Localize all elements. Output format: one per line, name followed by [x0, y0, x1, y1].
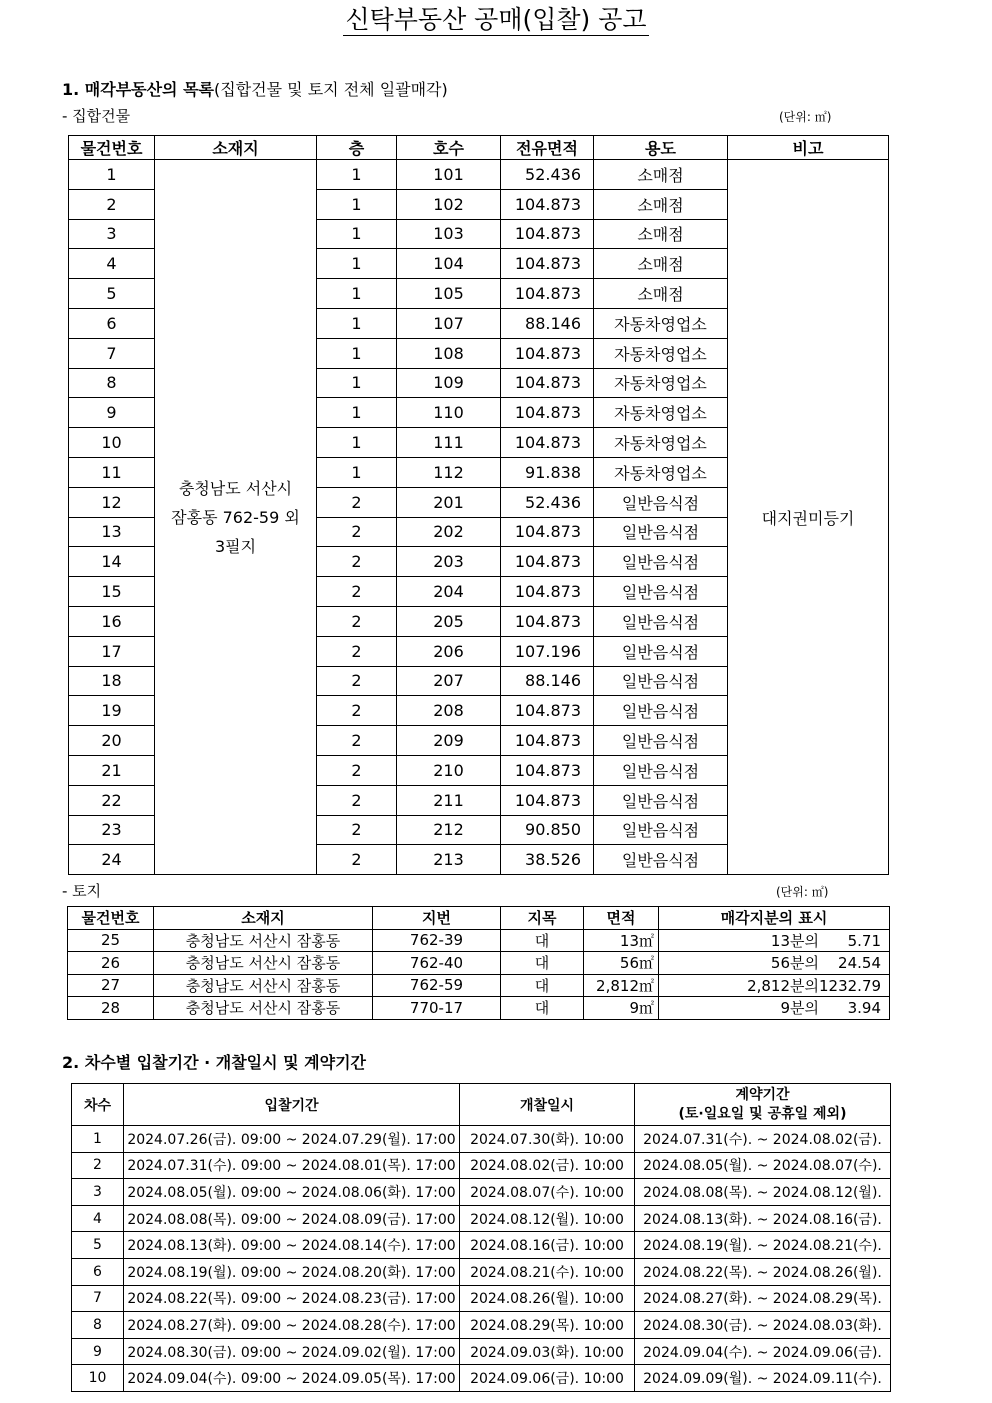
- building-header-cell: 전유면적: [501, 136, 594, 160]
- floor-cell: 1: [317, 428, 397, 458]
- land-header-row: [68, 907, 890, 930]
- usage-cell: 자동차영업소: [594, 428, 728, 458]
- round-cell: 3: [72, 1179, 124, 1206]
- exclusive-area-cell: 104.873: [501, 398, 594, 428]
- item-number-cell: 7: [69, 338, 155, 368]
- land-header-cell: 소재지: [154, 907, 373, 930]
- bid-period-cell: 2024.07.26(금). 09:00 ~ 2024.07.29(월). 17:00: [124, 1126, 460, 1153]
- usage-cell: 자동차영업소: [594, 308, 728, 338]
- unit-number-cell: 207: [397, 666, 501, 696]
- item-number-cell: 16: [69, 606, 155, 636]
- schedule-header-cell: 차수: [72, 1084, 124, 1126]
- bid-period-cell: 2024.08.08(목). 09:00 ~ 2024.08.09(금). 17:00: [124, 1205, 460, 1232]
- floor-cell: 1: [317, 368, 397, 398]
- exclusive-area-cell: 91.838: [501, 457, 594, 487]
- usage-cell: 소매점: [594, 219, 728, 249]
- floor-cell: 2: [317, 845, 397, 875]
- item-number-cell: 4: [69, 249, 155, 279]
- bid-period-cell: 2024.08.22(목). 09:00 ~ 2024.08.23(금). 17:00: [124, 1285, 460, 1312]
- unit-number-cell: 104: [397, 249, 501, 279]
- exclusive-area-cell: 104.873: [501, 755, 594, 785]
- item-number-cell: 6: [69, 308, 155, 338]
- opening-datetime-cell: 2024.08.07(수). 10:00: [460, 1179, 635, 1206]
- unit-number-cell: 202: [397, 517, 501, 547]
- building-header-cell: 호수: [397, 136, 501, 160]
- unit-number-cell: 208: [397, 696, 501, 726]
- unit-number-cell: 107: [397, 308, 501, 338]
- item-number-cell: 14: [69, 547, 155, 577]
- land-area-cell: 2,812㎡: [584, 974, 659, 997]
- land-table: [67, 906, 890, 1020]
- usage-cell: 일반음식점: [594, 577, 728, 607]
- contract-period-cell: 2024.08.30(금). ~ 2024.08.03(화).: [635, 1312, 891, 1339]
- usage-cell: 자동차영업소: [594, 338, 728, 368]
- usage-cell: 일반음식점: [594, 755, 728, 785]
- exclusive-area-cell: 104.873: [501, 279, 594, 309]
- schedule-header-row: [72, 1084, 891, 1126]
- table-row: [68, 997, 890, 1020]
- exclusive-area-cell: 104.873: [501, 577, 594, 607]
- opening-datetime-cell: 2024.08.12(월). 10:00: [460, 1205, 635, 1232]
- item-number-cell: 3: [69, 219, 155, 249]
- building-table: [68, 135, 889, 875]
- usage-cell: 일반음식점: [594, 636, 728, 666]
- item-number-cell: 25: [68, 929, 154, 952]
- unit-number-cell: 206: [397, 636, 501, 666]
- exclusive-area-cell: 52.436: [501, 487, 594, 517]
- unit-number-cell: 201: [397, 487, 501, 517]
- schedule-header-contract: [635, 1084, 891, 1126]
- floor-cell: 1: [317, 189, 397, 219]
- usage-cell: 일반음식점: [594, 845, 728, 875]
- exclusive-area-cell: 104.873: [501, 517, 594, 547]
- usage-cell: 소매점: [594, 279, 728, 309]
- contract-period-cell: 2024.08.05(월). ~ 2024.08.07(수).: [635, 1152, 891, 1179]
- unit-number-cell: 109: [397, 368, 501, 398]
- contract-period-cell: 2024.09.09(월). ~ 2024.09.11(수).: [635, 1365, 891, 1392]
- floor-cell: 2: [317, 577, 397, 607]
- floor-cell: 1: [317, 160, 397, 190]
- round-cell: 5: [72, 1232, 124, 1259]
- land-category-cell: 대: [501, 997, 584, 1020]
- share-value: 3.94: [847, 999, 881, 1018]
- table-row: [68, 952, 890, 975]
- lot-number-cell: 762-39: [373, 929, 501, 952]
- item-number-cell: 5: [69, 279, 155, 309]
- usage-cell: 자동차영업소: [594, 398, 728, 428]
- floor-cell: 2: [317, 666, 397, 696]
- contract-period-cell: 2024.08.13(화). ~ 2024.08.16(금).: [635, 1205, 891, 1232]
- location-cell: 충청남도 서산시 잠홍동: [154, 952, 373, 975]
- exclusive-area-cell: 38.526: [501, 845, 594, 875]
- item-number-cell: 18: [69, 666, 155, 696]
- unit-number-cell: 205: [397, 606, 501, 636]
- building-header-cell: 비고: [728, 136, 889, 160]
- floor-cell: 2: [317, 785, 397, 815]
- share-cell: [659, 929, 890, 952]
- remark-cell: 대지권미등기: [728, 160, 889, 875]
- table-row: [68, 929, 890, 952]
- item-number-cell: 21: [69, 755, 155, 785]
- opening-datetime-cell: 2024.08.29(목). 10:00: [460, 1312, 635, 1339]
- floor-cell: 1: [317, 338, 397, 368]
- usage-cell: 소매점: [594, 160, 728, 190]
- table-row: [72, 1285, 891, 1312]
- land-area-cell: 13㎡: [584, 929, 659, 952]
- bid-period-cell: 2024.09.04(수). 09:00 ~ 2024.09.05(목). 17:00: [124, 1365, 460, 1392]
- contract-period-cell: 2024.08.22(목). ~ 2024.08.26(월).: [635, 1258, 891, 1285]
- land-category-cell: 대: [501, 974, 584, 997]
- floor-cell: 2: [317, 726, 397, 756]
- exclusive-area-cell: 104.873: [501, 547, 594, 577]
- usage-cell: 일반음식점: [594, 726, 728, 756]
- exclusive-area-cell: 104.873: [501, 696, 594, 726]
- floor-cell: 2: [317, 547, 397, 577]
- opening-datetime-cell: 2024.08.16(금). 10:00: [460, 1232, 635, 1259]
- contract-period-cell: 2024.08.19(월). ~ 2024.08.21(수).: [635, 1232, 891, 1259]
- usage-cell: 일반음식점: [594, 815, 728, 845]
- usage-cell: 일반음식점: [594, 487, 728, 517]
- location-line: 잠홍동 762-59 외: [171, 507, 300, 527]
- building-header-row: [69, 136, 889, 160]
- unit-number-cell: 211: [397, 785, 501, 815]
- unit-number-cell: 103: [397, 219, 501, 249]
- table-row: [72, 1179, 891, 1206]
- section1-heading: [62, 77, 448, 100]
- contract-period-cell: 2024.08.08(목). ~ 2024.08.12(월).: [635, 1179, 891, 1206]
- exclusive-area-cell: 104.873: [501, 219, 594, 249]
- section1-heading-rest: (집합건물 및 토지 전체 일괄매각): [214, 80, 448, 99]
- table-row: [72, 1365, 891, 1392]
- item-number-cell: 10: [69, 428, 155, 458]
- floor-cell: 1: [317, 279, 397, 309]
- bid-period-cell: 2024.08.27(화). 09:00 ~ 2024.08.28(수). 17:00: [124, 1312, 460, 1339]
- share-value: 5.71: [847, 931, 881, 950]
- bid-period-cell: 2024.08.19(월). 09:00 ~ 2024.08.20(화). 17:00: [124, 1258, 460, 1285]
- land-category-cell: 대: [501, 929, 584, 952]
- usage-cell: 자동차영업소: [594, 368, 728, 398]
- table-row: [72, 1338, 891, 1365]
- usage-cell: 소매점: [594, 249, 728, 279]
- opening-datetime-cell: 2024.08.21(수). 10:00: [460, 1258, 635, 1285]
- table-row: [72, 1205, 891, 1232]
- land-header-cell: 지목: [501, 907, 584, 930]
- floor-cell: 1: [317, 398, 397, 428]
- building-header-cell: 물건번호: [69, 136, 155, 160]
- exclusive-area-cell: 104.873: [501, 368, 594, 398]
- land-area-cell: 9㎡: [584, 997, 659, 1020]
- exclusive-area-cell: 52.436: [501, 160, 594, 190]
- item-number-cell: 24: [69, 845, 155, 875]
- share-base: 13분의: [770, 931, 819, 950]
- share-value: 1232.79: [819, 976, 882, 995]
- unit-number-cell: 111: [397, 428, 501, 458]
- contract-period-cell: 2024.07.31(수). ~ 2024.08.02(금).: [635, 1126, 891, 1153]
- land-category-cell: 대: [501, 952, 584, 975]
- unit-number-cell: 212: [397, 815, 501, 845]
- schedule-header-cell: 개찰일시: [460, 1084, 635, 1126]
- exclusive-area-cell: 104.873: [501, 785, 594, 815]
- section2-heading: 2. 차수별 입찰기간 · 개찰일시 및 계약기간: [62, 1053, 367, 1072]
- opening-datetime-cell: 2024.08.26(월). 10:00: [460, 1285, 635, 1312]
- item-number-cell: 20: [69, 726, 155, 756]
- land-unit: (단위: ㎡): [776, 885, 829, 899]
- unit-number-cell: 102: [397, 189, 501, 219]
- item-number-cell: 19: [69, 696, 155, 726]
- item-number-cell: 23: [69, 815, 155, 845]
- item-number-cell: 13: [69, 517, 155, 547]
- table-row: [69, 160, 889, 190]
- unit-number-cell: 108: [397, 338, 501, 368]
- bid-period-cell: 2024.07.31(수). 09:00 ~ 2024.08.01(목). 17:00: [124, 1152, 460, 1179]
- land-area-cell: 56㎡: [584, 952, 659, 975]
- share-base: 56분의: [770, 954, 819, 973]
- table-row: [72, 1312, 891, 1339]
- round-cell: 10: [72, 1365, 124, 1392]
- exclusive-area-cell: 88.146: [501, 308, 594, 338]
- usage-cell: 자동차영업소: [594, 457, 728, 487]
- opening-datetime-cell: 2024.08.02(금). 10:00: [460, 1152, 635, 1179]
- floor-cell: 2: [317, 696, 397, 726]
- item-number-cell: 9: [69, 398, 155, 428]
- location-cell: 충청남도 서산시 잠홍동: [154, 997, 373, 1020]
- share-base: 9분의: [780, 999, 819, 1018]
- table-row: [72, 1232, 891, 1259]
- opening-datetime-cell: 2024.09.06(금). 10:00: [460, 1365, 635, 1392]
- building-header-cell: 층: [317, 136, 397, 160]
- share-base: 2,812분의: [747, 976, 819, 995]
- item-number-cell: 28: [68, 997, 154, 1020]
- unit-number-cell: 105: [397, 279, 501, 309]
- floor-cell: 1: [317, 308, 397, 338]
- usage-cell: 일반음식점: [594, 547, 728, 577]
- table-row: [72, 1258, 891, 1285]
- item-number-cell: 8: [69, 368, 155, 398]
- usage-cell: 일반음식점: [594, 696, 728, 726]
- bid-period-cell: 2024.08.30(금). 09:00 ~ 2024.09.02(월). 17:00: [124, 1338, 460, 1365]
- exclusive-area-cell: 107.196: [501, 636, 594, 666]
- contract-header-note: (토·일요일 및 공휴일 제외): [678, 1105, 847, 1122]
- contract-header-title: 계약기간: [735, 1086, 790, 1103]
- table-row: [68, 974, 890, 997]
- floor-cell: 2: [317, 755, 397, 785]
- bid-period-cell: 2024.08.13(화). 09:00 ~ 2024.08.14(수). 17:00: [124, 1232, 460, 1259]
- location-cell: 충청남도 서산시 잠홍동: [154, 929, 373, 952]
- exclusive-area-cell: 90.850: [501, 815, 594, 845]
- item-number-cell: 2: [69, 189, 155, 219]
- opening-datetime-cell: 2024.09.03(화). 10:00: [460, 1338, 635, 1365]
- page-title: [0, 0, 992, 36]
- table-row: [72, 1152, 891, 1179]
- round-cell: 7: [72, 1285, 124, 1312]
- unit-number-cell: 210: [397, 755, 501, 785]
- round-cell: 6: [72, 1258, 124, 1285]
- page-title-text: 신탁부동산 공매(입찰) 공고: [345, 5, 647, 34]
- share-cell: [659, 974, 890, 997]
- floor-cell: 2: [317, 606, 397, 636]
- item-number-cell: 11: [69, 457, 155, 487]
- item-number-cell: 15: [69, 577, 155, 607]
- schedule-table: [71, 1083, 891, 1392]
- floor-cell: 2: [317, 815, 397, 845]
- building-label: - 집합건물: [62, 107, 131, 125]
- floor-cell: 1: [317, 249, 397, 279]
- item-number-cell: 17: [69, 636, 155, 666]
- floor-cell: 1: [317, 457, 397, 487]
- unit-number-cell: 101: [397, 160, 501, 190]
- lot-number-cell: 762-40: [373, 952, 501, 975]
- land-header-cell: 물건번호: [68, 907, 154, 930]
- round-cell: 4: [72, 1205, 124, 1232]
- usage-cell: 일반음식점: [594, 606, 728, 636]
- floor-cell: 2: [317, 636, 397, 666]
- exclusive-area-cell: 104.873: [501, 428, 594, 458]
- round-cell: 8: [72, 1312, 124, 1339]
- usage-cell: 일반음식점: [594, 785, 728, 815]
- bid-period-cell: 2024.08.05(월). 09:00 ~ 2024.08.06(화). 17:00: [124, 1179, 460, 1206]
- exclusive-area-cell: 88.146: [501, 666, 594, 696]
- floor-cell: 2: [317, 487, 397, 517]
- unit-number-cell: 213: [397, 845, 501, 875]
- land-header-cell: 지번: [373, 907, 501, 930]
- item-number-cell: 12: [69, 487, 155, 517]
- table-row: [72, 1126, 891, 1153]
- location-line: 충청남도 서산시: [178, 478, 293, 498]
- section1-heading-bold: 1. 매각부동산의 목록: [62, 80, 214, 99]
- floor-cell: 2: [317, 517, 397, 547]
- land-header-cell: 매각지분의 표시: [659, 907, 890, 930]
- land-header-cell: 면적: [584, 907, 659, 930]
- round-cell: 2: [72, 1152, 124, 1179]
- exclusive-area-cell: 104.873: [501, 249, 594, 279]
- building-header-cell: 소재지: [155, 136, 317, 160]
- location-cell: [155, 160, 317, 875]
- item-number-cell: 26: [68, 952, 154, 975]
- share-cell: [659, 997, 890, 1020]
- contract-period-cell: 2024.08.27(화). ~ 2024.08.29(목).: [635, 1285, 891, 1312]
- land-label: - 토지: [62, 882, 102, 900]
- unit-number-cell: 112: [397, 457, 501, 487]
- lot-number-cell: 762-59: [373, 974, 501, 997]
- unit-number-cell: 203: [397, 547, 501, 577]
- schedule-header-cell: 입찰기간: [124, 1084, 460, 1126]
- item-number-cell: 1: [69, 160, 155, 190]
- usage-cell: 일반음식점: [594, 666, 728, 696]
- unit-number-cell: 110: [397, 398, 501, 428]
- floor-cell: 1: [317, 219, 397, 249]
- usage-cell: 소매점: [594, 189, 728, 219]
- building-unit: (단위: ㎡): [779, 110, 832, 124]
- unit-number-cell: 204: [397, 577, 501, 607]
- unit-number-cell: 209: [397, 726, 501, 756]
- lot-number-cell: 770-17: [373, 997, 501, 1020]
- location-cell: 충청남도 서산시 잠홍동: [154, 974, 373, 997]
- building-header-cell: 용도: [594, 136, 728, 160]
- exclusive-area-cell: 104.873: [501, 338, 594, 368]
- exclusive-area-cell: 104.873: [501, 726, 594, 756]
- exclusive-area-cell: 104.873: [501, 189, 594, 219]
- usage-cell: 일반음식점: [594, 517, 728, 547]
- item-number-cell: 27: [68, 974, 154, 997]
- share-value: 24.54: [838, 954, 881, 973]
- exclusive-area-cell: 104.873: [501, 606, 594, 636]
- opening-datetime-cell: 2024.07.30(화). 10:00: [460, 1126, 635, 1153]
- contract-period-cell: 2024.09.04(수). ~ 2024.09.06(금).: [635, 1338, 891, 1365]
- item-number-cell: 22: [69, 785, 155, 815]
- share-cell: [659, 952, 890, 975]
- location-line: 3필지: [214, 536, 257, 556]
- round-cell: 9: [72, 1338, 124, 1365]
- round-cell: 1: [72, 1126, 124, 1153]
